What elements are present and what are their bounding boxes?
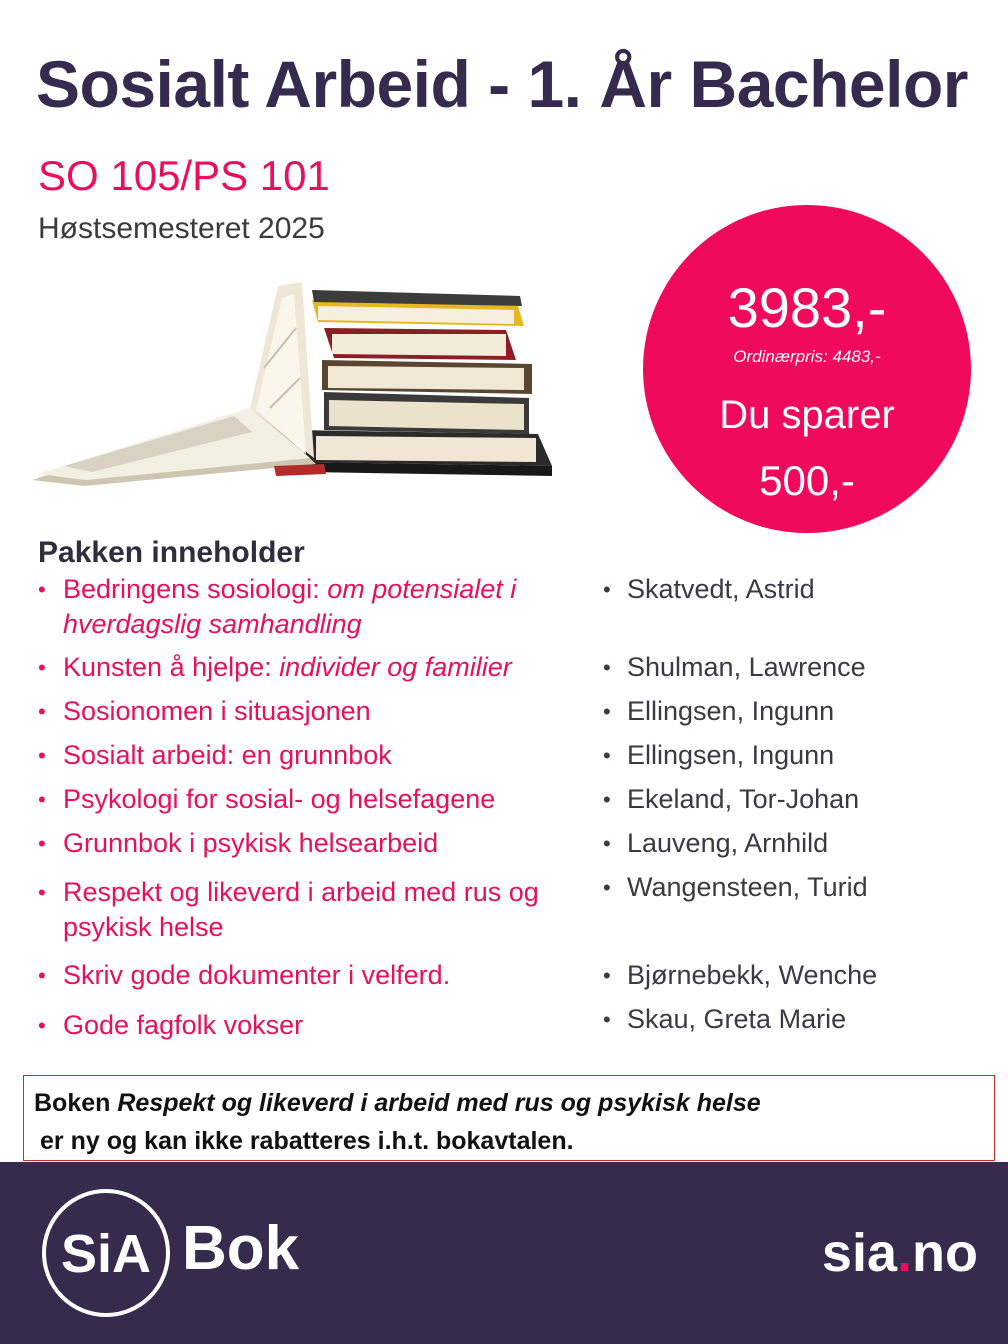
book-author: • Skau, Greta Marie	[603, 1002, 983, 1037]
semester-label: Høstsemesteret 2025	[38, 212, 325, 245]
savings-label: Du sparer	[719, 393, 895, 437]
book-title: Sosionomen i situasjonen	[63, 696, 371, 726]
list-item	[38, 782, 578, 817]
book-title: Kunsten å hjelpe:	[63, 652, 272, 682]
book-title: Sosialt arbeid: en grunnbok	[63, 740, 392, 770]
book-title: Bedringens sosiologi:	[63, 574, 320, 604]
site-suffix: no	[912, 1223, 978, 1283]
book-subtitle: individer og familier	[279, 652, 512, 682]
notice-book-title: Respekt og likeverd i arbeid med rus og psykisk helse	[117, 1089, 761, 1117]
books-image	[24, 268, 564, 498]
book-title: Gode fagfolk vokser	[63, 1010, 304, 1040]
list-item	[38, 875, 578, 945]
book-author: • Skatvedt, Astrid	[603, 572, 983, 607]
list-item	[38, 826, 578, 861]
logo-circle-text: SiA	[60, 1224, 152, 1284]
current-price: 3983,-	[727, 276, 887, 339]
site-link[interactable]	[822, 1218, 978, 1288]
book-title: Respekt og likeverd i arbeid med rus og psykisk helse	[63, 877, 539, 942]
list-item	[38, 958, 578, 993]
notice-prefix: Boken	[34, 1089, 118, 1117]
notice-box	[23, 1075, 995, 1161]
site-prefix: sia	[821, 1223, 897, 1283]
notice-line-1	[34, 1084, 984, 1122]
notice-line-2: er ny og kan ikke rabatteres i.h.t. bokavtalen.	[40, 1127, 574, 1155]
book-title: Grunnbok i psykisk helsearbeid	[63, 828, 439, 858]
list-item	[38, 694, 578, 729]
open-book	[32, 282, 326, 486]
list-item	[38, 738, 578, 773]
footer	[0, 1162, 1008, 1344]
savings-amount: 500,-	[759, 457, 855, 504]
site-dot: .	[897, 1223, 913, 1283]
logo-text[interactable]: Bok	[182, 1214, 300, 1283]
list-item	[38, 1008, 578, 1043]
list-item	[38, 650, 578, 685]
book-author: • Wangensteen, Turid	[603, 870, 983, 905]
book-author: • Ellingsen, Ingunn	[603, 694, 983, 729]
book-author: • Lauveng, Arnhild	[603, 826, 983, 861]
book-author: • Shulman, Lawrence	[603, 650, 983, 685]
book-title: Skriv gode dokumenter i velferd.	[63, 960, 451, 990]
ordinary-price: Ordinærpris: 4483,-	[733, 347, 881, 366]
package-heading: Pakken inneholder	[38, 536, 305, 569]
sia-logo-circle[interactable]	[42, 1189, 170, 1317]
course-code: SO 105/PS 101	[38, 152, 330, 199]
book-subtitle: om potensialet i hverdagslig samhandling	[63, 574, 517, 639]
price-badge	[643, 205, 971, 533]
book-author: • Ellingsen, Ingunn	[603, 738, 983, 773]
book-stack	[294, 290, 552, 476]
book-author: • Ekeland, Tor-Johan	[603, 782, 983, 817]
list-item	[38, 572, 578, 642]
page-title: Sosialt Arbeid - 1. År Bachelor	[36, 47, 968, 121]
book-title: Psykologi for sosial- og helsefagene	[63, 784, 496, 814]
book-author: • Bjørnebekk, Wenche	[603, 958, 983, 993]
